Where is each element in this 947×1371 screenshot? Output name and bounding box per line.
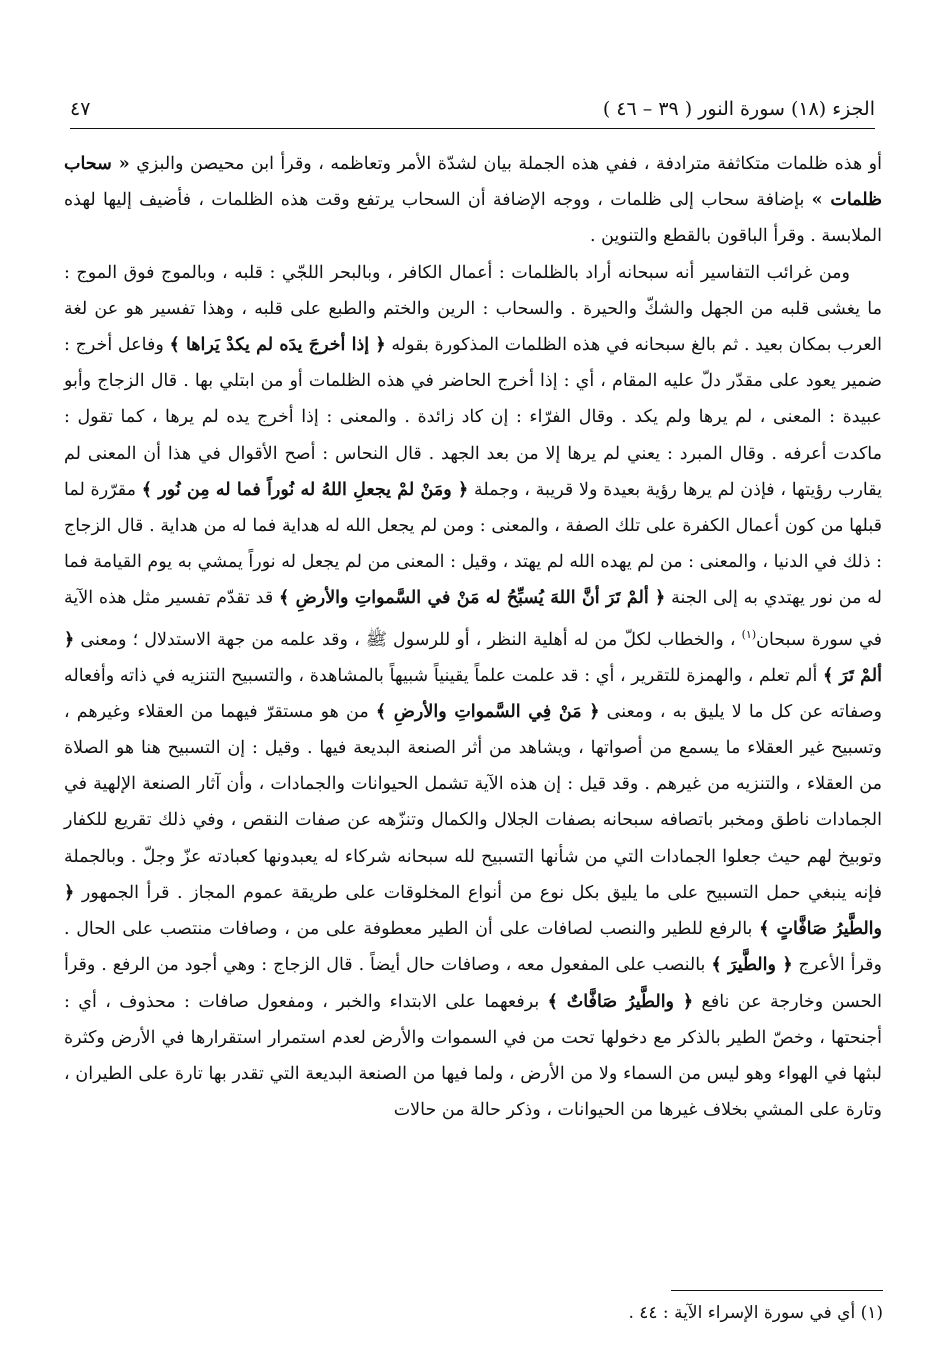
text-run: بالرفع للطير والنصب لصافات على أن الطير معطوفة على من ، وصافات منتصب على الحال . وقرأ الأعرج	[64, 919, 882, 976]
quran-quote: ﴿ ألمْ تَرَ أنَّ اللهَ يُسبِّحُ له مَنْ في السَّمواتِ والأرضِ ﴾	[279, 588, 666, 609]
quran-quote: ﴿ ألمْ تَرَ ﴾	[64, 629, 882, 686]
quran-quote: ﴿ والطَّيرُ صَافَّاتٌ ﴾	[547, 991, 694, 1012]
text-run: بإضافة سحاب إلى ظلمات ، ووجه الإضافة أن السحاب يرتفع وقت هذه الظلمات ، فأضيف إليها لهذه الملابسة . وقرأ الباقون بالقطع والتنوين .	[64, 190, 882, 247]
footnote-marker: (١)	[741, 627, 757, 641]
text-run: أو هذه ظلمات متكاثفة مترادفة ، ففي هذه الجملة بيان لشدّة الأمر وتعاظمه ، وقرأ ابن محيصن والبزي	[129, 154, 882, 174]
quoted-reading: « سحاب ظلمات »	[64, 154, 882, 211]
text-run: مقرّرة لما قبلها من كون أعمال الكفرة على تلك الصفة ، والمعنى : ومن لم يجعل الله له هداية فما له من هداية . قال الزجاج : ذلك في الدنيا ، والمعنى : من لم يهده الله لم يهتد ، وقيل : المعنى من لم يجعل له نوراً يمشي به يوم القيامة فما له من نور يهتدي به إلى الجنة	[64, 479, 883, 609]
paragraph	[64, 146, 882, 255]
text-run: ، والخطاب لكلّ من له أهلية النظر ، أو للرسول ﷺ ، وقد علمه من جهة الاستدلال ؛ ومعنى	[74, 629, 742, 650]
text-run: ألم تعلم ، والهمزة للتقرير ، أي : قد علمت علماً يقينياً شبيهاً بالمشاهدة ، والتسبيح التنزيه في ذاته وأفعاله وصفاته عن كل ما لا يليق به ، ومعنى	[64, 665, 883, 722]
running-head: الجزء (١٨) سورة النور ( ٣٩ – ٤٦ )	[602, 98, 875, 120]
header-rule	[70, 128, 875, 129]
quran-quote: ﴿ ومَنْ لمْ يجعلِ اللهُ له نُوراً فما له مِن نُور ﴾	[141, 479, 469, 500]
text-run: برفعهما على الابتداء والخبر ، ومفعول صافات : محذوف ، أي : أجنحتها ، وخصّ الطير بالذكر مع دخولها تحت من في السموات والأرض لعدم استمرار استقرارها في الأرض وكثرة لبثها في الهواء وهو ليس من السماء ولا من الأرض ، ولما فيها من الصنعة البديعة التي تقدر بها تارة على الطيران ، وتارة على المشي بخلاف غيرها من الحيوانات ، وذكر حالة من حالات	[64, 991, 882, 1121]
quran-quote: ﴿ والطَّيرَ ﴾	[711, 955, 793, 976]
footnote: (١) أي في سورة الإسراء الآية : ٤٤ .	[628, 1303, 883, 1323]
quran-quote: ﴿ والطَّيرُ صَافَّاتٍ ﴾	[64, 882, 882, 940]
paragraph	[64, 255, 882, 1129]
quran-quote: ﴿ إذا أخرجَ يدَه لم يكدْ يَراها ﴾	[169, 335, 386, 356]
text-run: ومن غرائب التفاسير أنه سبحانه أراد بالظلمات : أعمال الكافر ، وبالبحر اللجّي : قلبه ، وبالموج فوق الموج : ما يغشى قلبه من الجهل والشكّ والحيرة . والسحاب : الرين والختم والطبع على قلبه ، وهذا تفسير هو عن لغة العرب بمكان بعيد . ثم بالغ سبحانه في هذه الظلمات المذكورة بقوله	[64, 262, 882, 356]
page-number: ٤٧	[70, 98, 91, 120]
text-run: بالنصب على المفعول معه ، وصافات حال أيضاً . قال الزجاج : وهي أجود من الرفع . وقرأ الحسن وخارجة عن نافع	[64, 955, 882, 1012]
main-text	[64, 146, 882, 1128]
quran-quote: ﴿ مَنْ فِي السَّمواتِ والأرضِ ﴾	[375, 701, 600, 722]
text-run: قد تقدّم تفسير مثل هذه الآية في سورة سبحان	[64, 588, 882, 650]
text-run: من هو مستقرّ فيهما من العقلاء وغيرهم ، وتسبيح غير العقلاء ما يسمع من أصواتها ، ويشاهد من أثر الصنعة البديعة فيها . وقيل : إن التسبيح هنا هو الصلاة من العقلاء ، والتنزيه من غيرهم . وقد قيل : إن هذه الآية تشمل الحيوانات والجمادات ، وأن آثار الصنعة الإلهية في الجمادات ناطق ومخبر باتصافه سبحانه بصفات الجلال والكمال وتنزّهه عن صفات النقص ، وفي ذلك تقريع للكفار وتوبيخ لهم حيث جعلوا الجمادات التي من شأنها التسبيح لله سبحانه شركاء له يعبدونها كعبادته عزّ وجلّ . وبالجملة فإنه ينبغي حمل التسبيح على ما يليق بكل نوع من أنواع المخلوقات على طريقة عموم المجاز . قرأ الجمهور	[64, 701, 882, 903]
page-header	[70, 94, 875, 126]
footnote-rule	[671, 1290, 883, 1291]
text-run: وفاعل أخرج : ضمير يعود على مقدّر دلّ عليه المقام ، أي : إذا أخرج الحاضر في هذه الظلمات أو من ابتلي بها . قال الزجاج وأبو عبيدة : المعنى ، لم يرها ولم يكد . وقال الفرّاء : إن كاد زائدة . والمعنى : إذا أخرج يده لم يرها ، كما تقول : ماكدت أعرفه . وقال المبرد : يعني لم يرها إلا من بعد الجهد . قال النحاس : أصح الأقوال في هذا أن المعنى لم يقارب رؤيتها ، فإذن لم يرها رؤية بعيدة ولا قريبة ، وجملة	[64, 335, 882, 500]
